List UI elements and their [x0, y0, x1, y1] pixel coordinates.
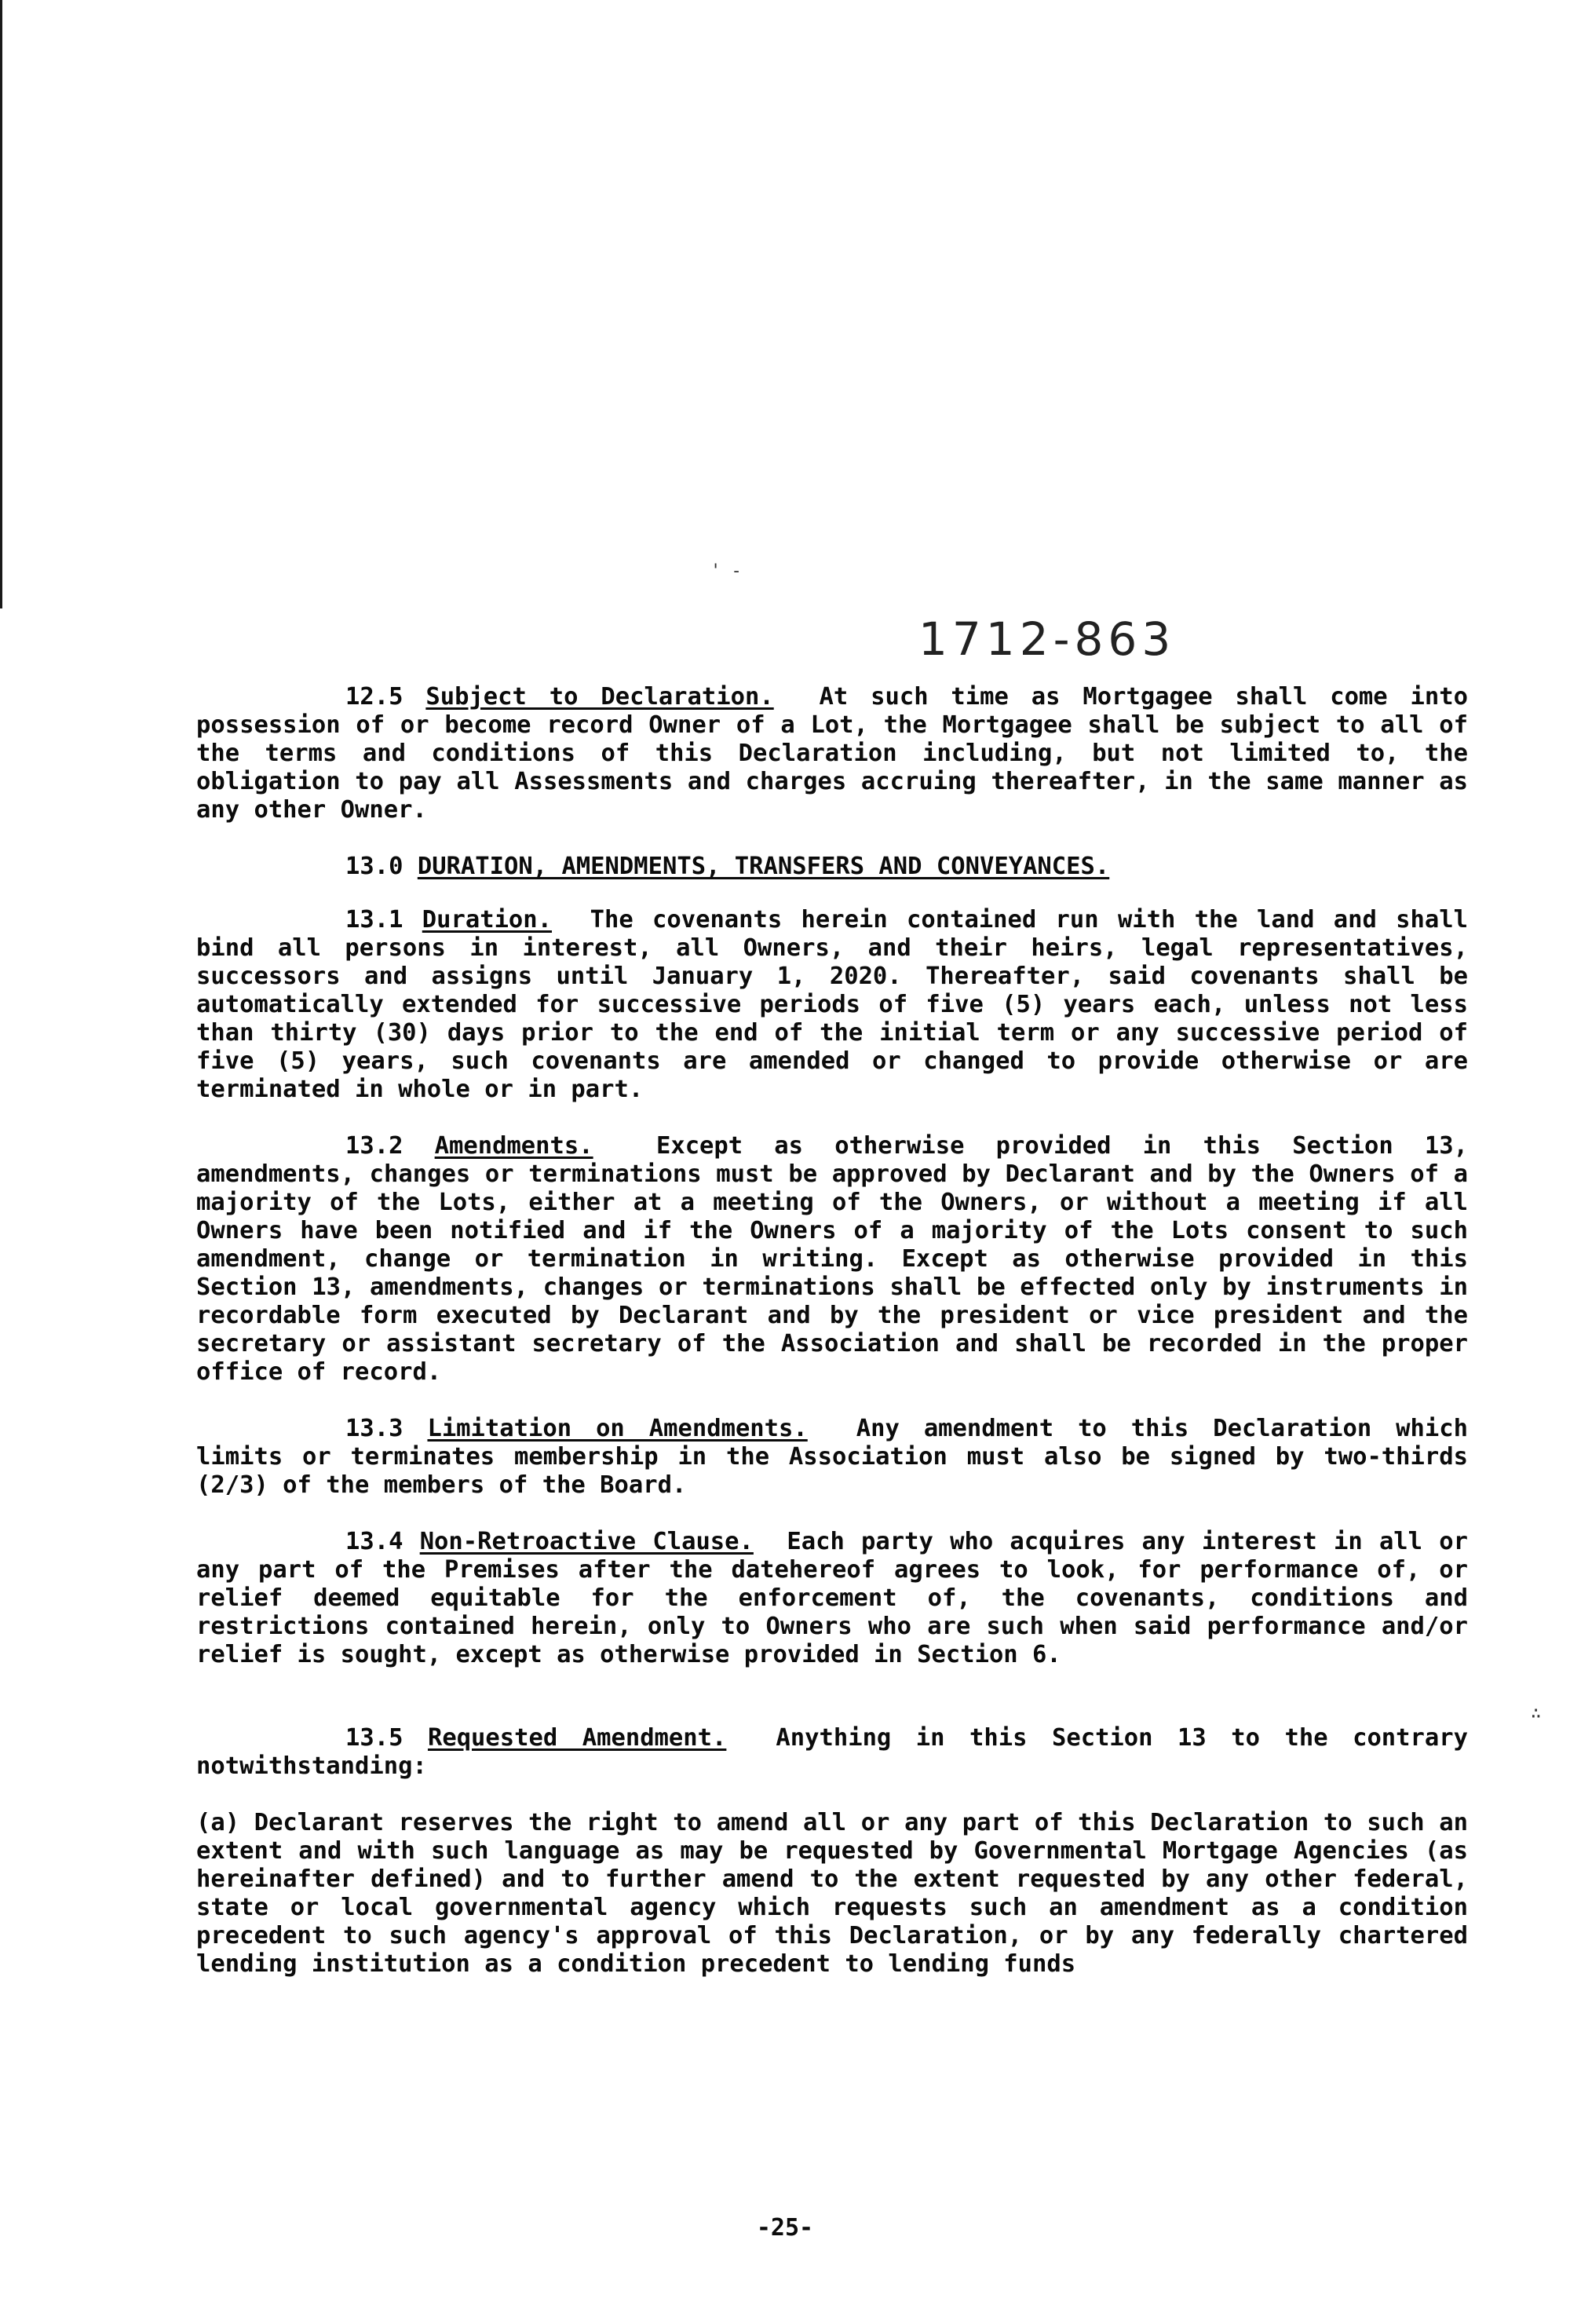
paragraph-12-5	[196, 683, 1468, 824]
section-text: Anything in this Section 13 to the contrary notwithstanding:	[196, 1724, 1468, 1780]
section-heading: DURATION, AMENDMENTS, TRANSFERS AND CONVEYANCES.	[417, 853, 1110, 880]
section-number: 12.5	[345, 683, 403, 711]
paragraph-13-2	[196, 1132, 1468, 1387]
section-heading: Requested Amendment.	[427, 1724, 727, 1752]
paragraph-13-3	[196, 1415, 1468, 1500]
paragraph-13-5	[196, 1724, 1468, 1781]
paragraph-13-4	[196, 1528, 1468, 1669]
section-heading: Non-Retroactive Clause.	[419, 1528, 754, 1555]
section-heading: Duration.	[422, 906, 553, 934]
scan-speck: ∴	[1531, 1704, 1542, 1723]
section-number: 13.5	[345, 1724, 403, 1752]
heading-13-0	[196, 853, 1468, 881]
section-text: The covenants herein contained run with the land and shall bind all persons in interest, all Owners, and their heirs, legal representatives, successors and assigns until January 1, 2020. Thereafter, said covenants shall be automatically extended for successive periods of five (5) years each, unless not less than thirty (30) days prior to the end of the initial term or any successive period of five (5) years, such covenants are amended or changed to provide otherwise or are terminated in whole or in part.	[196, 906, 1468, 1103]
section-number: 13.2	[345, 1132, 403, 1160]
document-body	[196, 683, 1468, 2007]
section-number: 13.1	[345, 906, 403, 934]
section-heading: Amendments.	[434, 1132, 593, 1160]
section-text: (a) Declarant reserves the right to amend all or any part of this Declaration to such an extent and with such language as may be requested by Governmental Mortgage Agencies (as hereinafter defined) and to further amend to the extent requested by any other federal, state or local governmental agency which requests such an amendment as a condition precedent to such agency's approval of this Declaration, or by any federally chartered lending institution as a condition precedent to lending funds	[196, 1809, 1468, 1978]
section-heading: Subject to Declaration.	[425, 683, 774, 711]
scan-left-edge	[0, 0, 2, 608]
section-text: At such time as Mortgagee shall come into possession of or become record Owner of a Lot, the Mortgagee shall be subject to all of the terms and conditions of this Declaration including, but not limited to, the obligation to pay all Assessments and charges accruing thereafter, in the same manner as any other Owner.	[196, 683, 1468, 824]
section-heading: Limitation on Amendments.	[427, 1415, 808, 1442]
section-text: Each party who acquires any interest in all or any part of the Premises after the datehereof agrees to look, for performance of, or relief deemed equitable for the enforcement of, the covenants, conditions and restrictions contained herein, only to Owners who are such when said performance and/or relief is sought, except as otherwise provided in Section 6.	[196, 1528, 1468, 1668]
section-number: 13.3	[345, 1415, 403, 1442]
section-text: Except as otherwise provided in this Section 13, amendments, changes or terminations must be approved by Declarant and by the Owners of a majority of the Lots, either at a meeting of the Owners, or without a meeting if all Owners have been notified and if the Owners of a majority of the Lots consent to such amendment, change or termination in writing. Except as otherwise provided in this Section 13, amendments, changes or terminations shall be effected only by instruments in recordable form executed by Declarant and by the president or vice president and the secretary or assistant secretary of the Association and shall be recorded in the proper office of record.	[196, 1132, 1468, 1386]
scan-speck: ' -	[710, 561, 742, 581]
recording-number: 1712-863	[918, 612, 1176, 666]
page-number: -25-	[756, 2214, 814, 2242]
section-number: 13.0	[345, 853, 403, 880]
section-text: Any amendment to this Declaration which limits or terminates membership in the Association must also be signed by two-thirds (2/3) of the members of the Board.	[196, 1415, 1468, 1499]
section-number: 13.4	[345, 1528, 403, 1555]
paragraph-13-1	[196, 906, 1468, 1104]
paragraph-13-5-a	[196, 1809, 1468, 1979]
